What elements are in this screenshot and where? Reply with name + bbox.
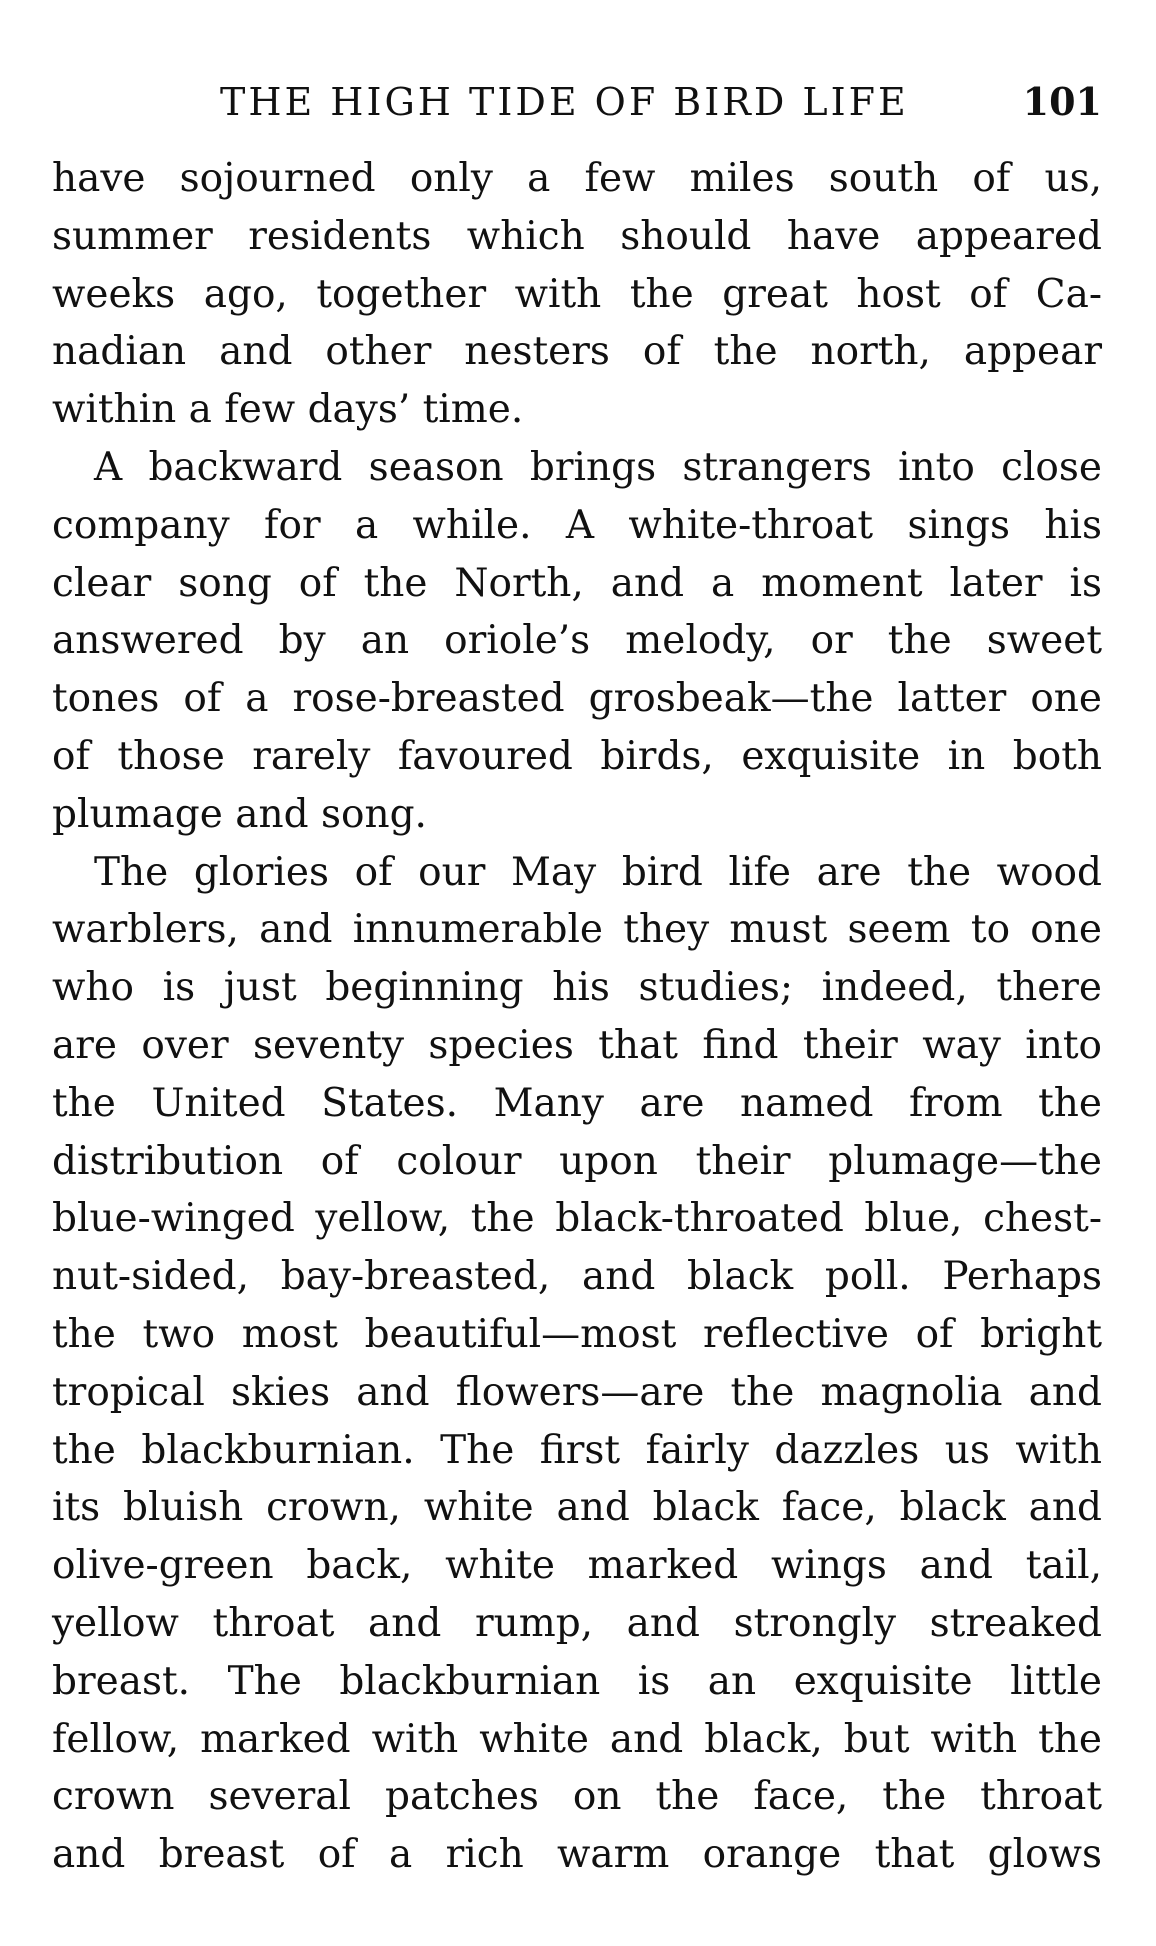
text-line: plumage and song. <box>52 791 427 837</box>
paragraph-first-line: The glories of our May bird life are the wood <box>94 849 1102 895</box>
page-number: 101 <box>1022 79 1102 124</box>
text-line: yellow throat and rump, and strongly streaked <box>52 1600 1102 1646</box>
text-line: the United States. Many are named from the <box>52 1080 1102 1126</box>
text-line: tropical skies and flowers—are the magnolia and <box>52 1369 1102 1415</box>
text-line: the two most beautiful—most reflective of bright <box>52 1311 1102 1357</box>
text-line: weeks ago, together with the great host of Ca- <box>52 271 1102 317</box>
text-line: distribution of colour upon their plumage—the <box>52 1138 1102 1184</box>
running-title: THE HIGH TIDE OF BIRD LIFE <box>220 80 909 124</box>
text-line: summer residents which should have appeared <box>52 213 1102 259</box>
text-line: tones of a rose-breasted grosbeak—the latter one <box>52 676 1102 722</box>
text-line: of those rarely favoured birds, exquisite in both <box>52 733 1102 779</box>
paragraph-first-line: A backward season brings strangers into close <box>94 444 1102 490</box>
text-line: are over seventy species that find their way into <box>52 1022 1102 1068</box>
text-line: clear song of the North, and a moment later is <box>52 560 1102 606</box>
text-line: breast. The blackburnian is an exquisite little <box>52 1658 1102 1704</box>
text-line: who is just beginning his studies; indeed, there <box>52 965 1102 1011</box>
text-line: nut-sided, bay-breasted, and black poll. Perhaps <box>52 1254 1102 1300</box>
text-line: within a few days’ time. <box>52 387 524 433</box>
text-line: crown several patches on the face, the throat <box>52 1774 1102 1820</box>
text-line: blue-winged yellow, the black-throated blue, chest- <box>52 1196 1102 1242</box>
text-line: olive-green back, white marked wings and tail, <box>52 1543 1102 1589</box>
text-line: its bluish crown, white and black face, black and <box>52 1485 1102 1531</box>
text-line: fellow, marked with white and black, but with the <box>52 1716 1102 1762</box>
text-line: company for a while. A white-throat sings his <box>52 502 1102 548</box>
text-line: and breast of a rich warm orange that glows <box>52 1832 1102 1878</box>
body-text <box>52 150 1102 1884</box>
text-line: have sojourned only a few miles south of us, <box>52 156 1102 201</box>
text-line: nadian and other nesters of the north, appear <box>52 329 1102 375</box>
running-head <box>52 74 1102 130</box>
text-line: answered by an oriole’s melody, or the sweet <box>52 618 1102 664</box>
text-line: the blackburnian. The first fairly dazzles us with <box>52 1427 1102 1473</box>
text-line: warblers, and innumerable they must seem to one <box>52 907 1102 953</box>
